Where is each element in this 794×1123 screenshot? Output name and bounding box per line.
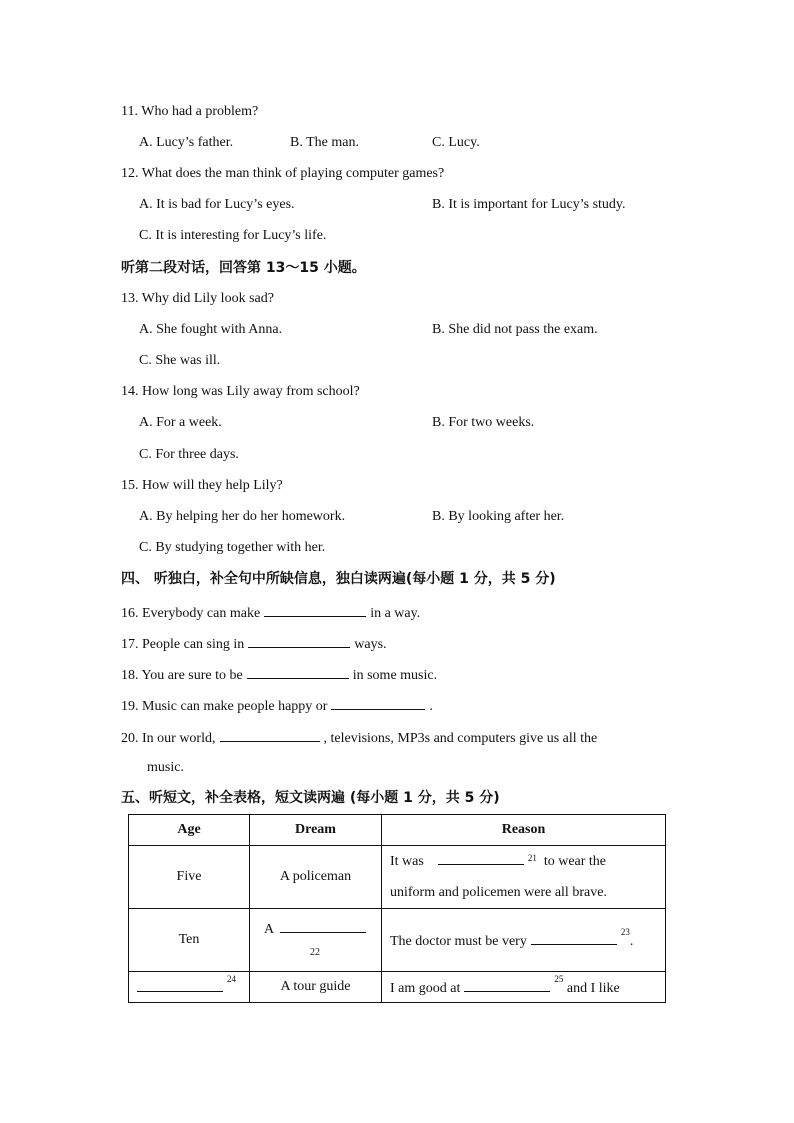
q18-text-after: in some music. [352, 668, 438, 683]
answer-blank-24[interactable] [137, 977, 223, 992]
section-4-heading: 四、 听独白，补全句中所缺信息，独白读两遍(每小题 1 分，共 5 分) [121, 571, 556, 587]
answer-blank-19[interactable] [331, 695, 425, 710]
row3-dream: A tour guide [250, 972, 382, 1003]
section-5-heading: 五、听短文，补全表格，短文读两遍 (每小题 1 分，共 5 分) [121, 790, 500, 806]
answer-blank-16[interactable] [264, 602, 366, 617]
q11-option-a: A. Lucy’s father. [139, 135, 234, 150]
q14-option-c: C. For three days. [139, 447, 239, 462]
row3-reason [382, 972, 666, 1003]
q14-option-a: A. For a week. [139, 415, 222, 430]
row1-reason-line1 [390, 846, 657, 877]
blank-number-22: 22 [310, 947, 320, 958]
row2-age: Ten [129, 909, 250, 972]
question-18 [121, 664, 437, 685]
q18-text-before: 18. You are sure to be [121, 668, 243, 683]
header-dream: Dream [250, 815, 382, 846]
header-reason: Reason [382, 815, 666, 846]
question-14: 14. How long was Lily away from school? [121, 384, 360, 399]
row2-dream-line1 [264, 917, 381, 943]
answer-blank-21[interactable] [438, 850, 524, 865]
q16-text-after: in a way. [370, 606, 421, 621]
table-row [129, 909, 666, 972]
q11-option-c: C. Lucy. [432, 135, 480, 150]
row1-dream: A policeman [250, 846, 382, 909]
table-row [129, 846, 666, 909]
q15-option-c: C. By studying together with her. [139, 540, 326, 555]
answer-blank-18[interactable] [247, 664, 349, 679]
q17-text-before: 17. People can sing in [121, 637, 245, 652]
question-15: 15. How will they help Lily? [121, 478, 283, 493]
q15-option-a: A. By helping her do her homework. [139, 509, 346, 524]
question-20-continued: music. [147, 760, 184, 775]
row3-reason-text-before: I am good at [390, 981, 461, 996]
row3-age [129, 972, 250, 1003]
answer-blank-25[interactable] [464, 977, 550, 992]
row2-reason-text-after: . [629, 934, 634, 949]
question-20 [121, 727, 597, 748]
q14-option-b: B. For two weeks. [432, 415, 535, 430]
row2-reason-text-before: The doctor must be very [390, 934, 527, 949]
q12-option-c: C. It is interesting for Lucy’s life. [139, 228, 327, 243]
section-dialog-2-heading: 听第二段对话，回答第 13～15 小题。 [121, 260, 366, 276]
row1-reason [382, 846, 666, 909]
q20-text-before: 20. In our world, [121, 731, 216, 746]
row2-dream [250, 909, 382, 972]
blank-number-24: 24 [227, 974, 236, 984]
answer-blank-20[interactable] [220, 727, 320, 742]
blank-number-21: 21 [527, 853, 537, 863]
q13-option-b: B. She did not pass the exam. [432, 322, 598, 337]
q15-option-b: B. By looking after her. [432, 509, 565, 524]
row1-age: Five [129, 846, 250, 909]
blank-number-25: 25 [554, 974, 564, 984]
question-11: 11. Who had a problem? [121, 104, 259, 119]
q12-option-a: A. It is bad for Lucy’s eyes. [139, 197, 295, 212]
blank-number-23: 23 [620, 927, 630, 937]
answer-blank-17[interactable] [248, 633, 350, 648]
question-13: 13. Why did Lily look sad? [121, 291, 274, 306]
q17-text-after: ways. [354, 637, 387, 652]
q16-text-before: 16. Everybody can make [121, 606, 261, 621]
question-16 [121, 602, 420, 623]
q19-text-after: . [429, 699, 433, 714]
row1-reason-text-before: It was [390, 854, 424, 869]
q19-text-before: 19. Music can make people happy or [121, 699, 328, 714]
q20-text-after: , televisions, MP3s and computers give us all the [323, 731, 598, 746]
table-row [129, 972, 666, 1003]
answer-blank-22[interactable] [280, 918, 366, 933]
row1-reason-text-after: to wear the [543, 854, 607, 869]
row2-reason [382, 909, 666, 972]
row2-dream-text: A [264, 922, 275, 937]
q13-option-a: A. She fought with Anna. [139, 322, 283, 337]
q11-option-b: B. The man. [290, 135, 359, 150]
header-age: Age [129, 815, 250, 846]
question-17 [121, 633, 387, 654]
q12-option-b: B. It is important for Lucy’s study. [432, 197, 626, 212]
question-12: 12. What does the man think of playing computer games? [121, 166, 445, 181]
row3-reason-text-after: and I like [566, 981, 620, 996]
dream-table [128, 814, 666, 1003]
q13-option-c: C. She was ill. [139, 353, 221, 368]
question-19 [121, 695, 433, 716]
row1-reason-line2: uniform and policemen were all brave. [390, 885, 607, 900]
answer-blank-23[interactable] [531, 930, 617, 945]
table-header-row [129, 815, 666, 846]
